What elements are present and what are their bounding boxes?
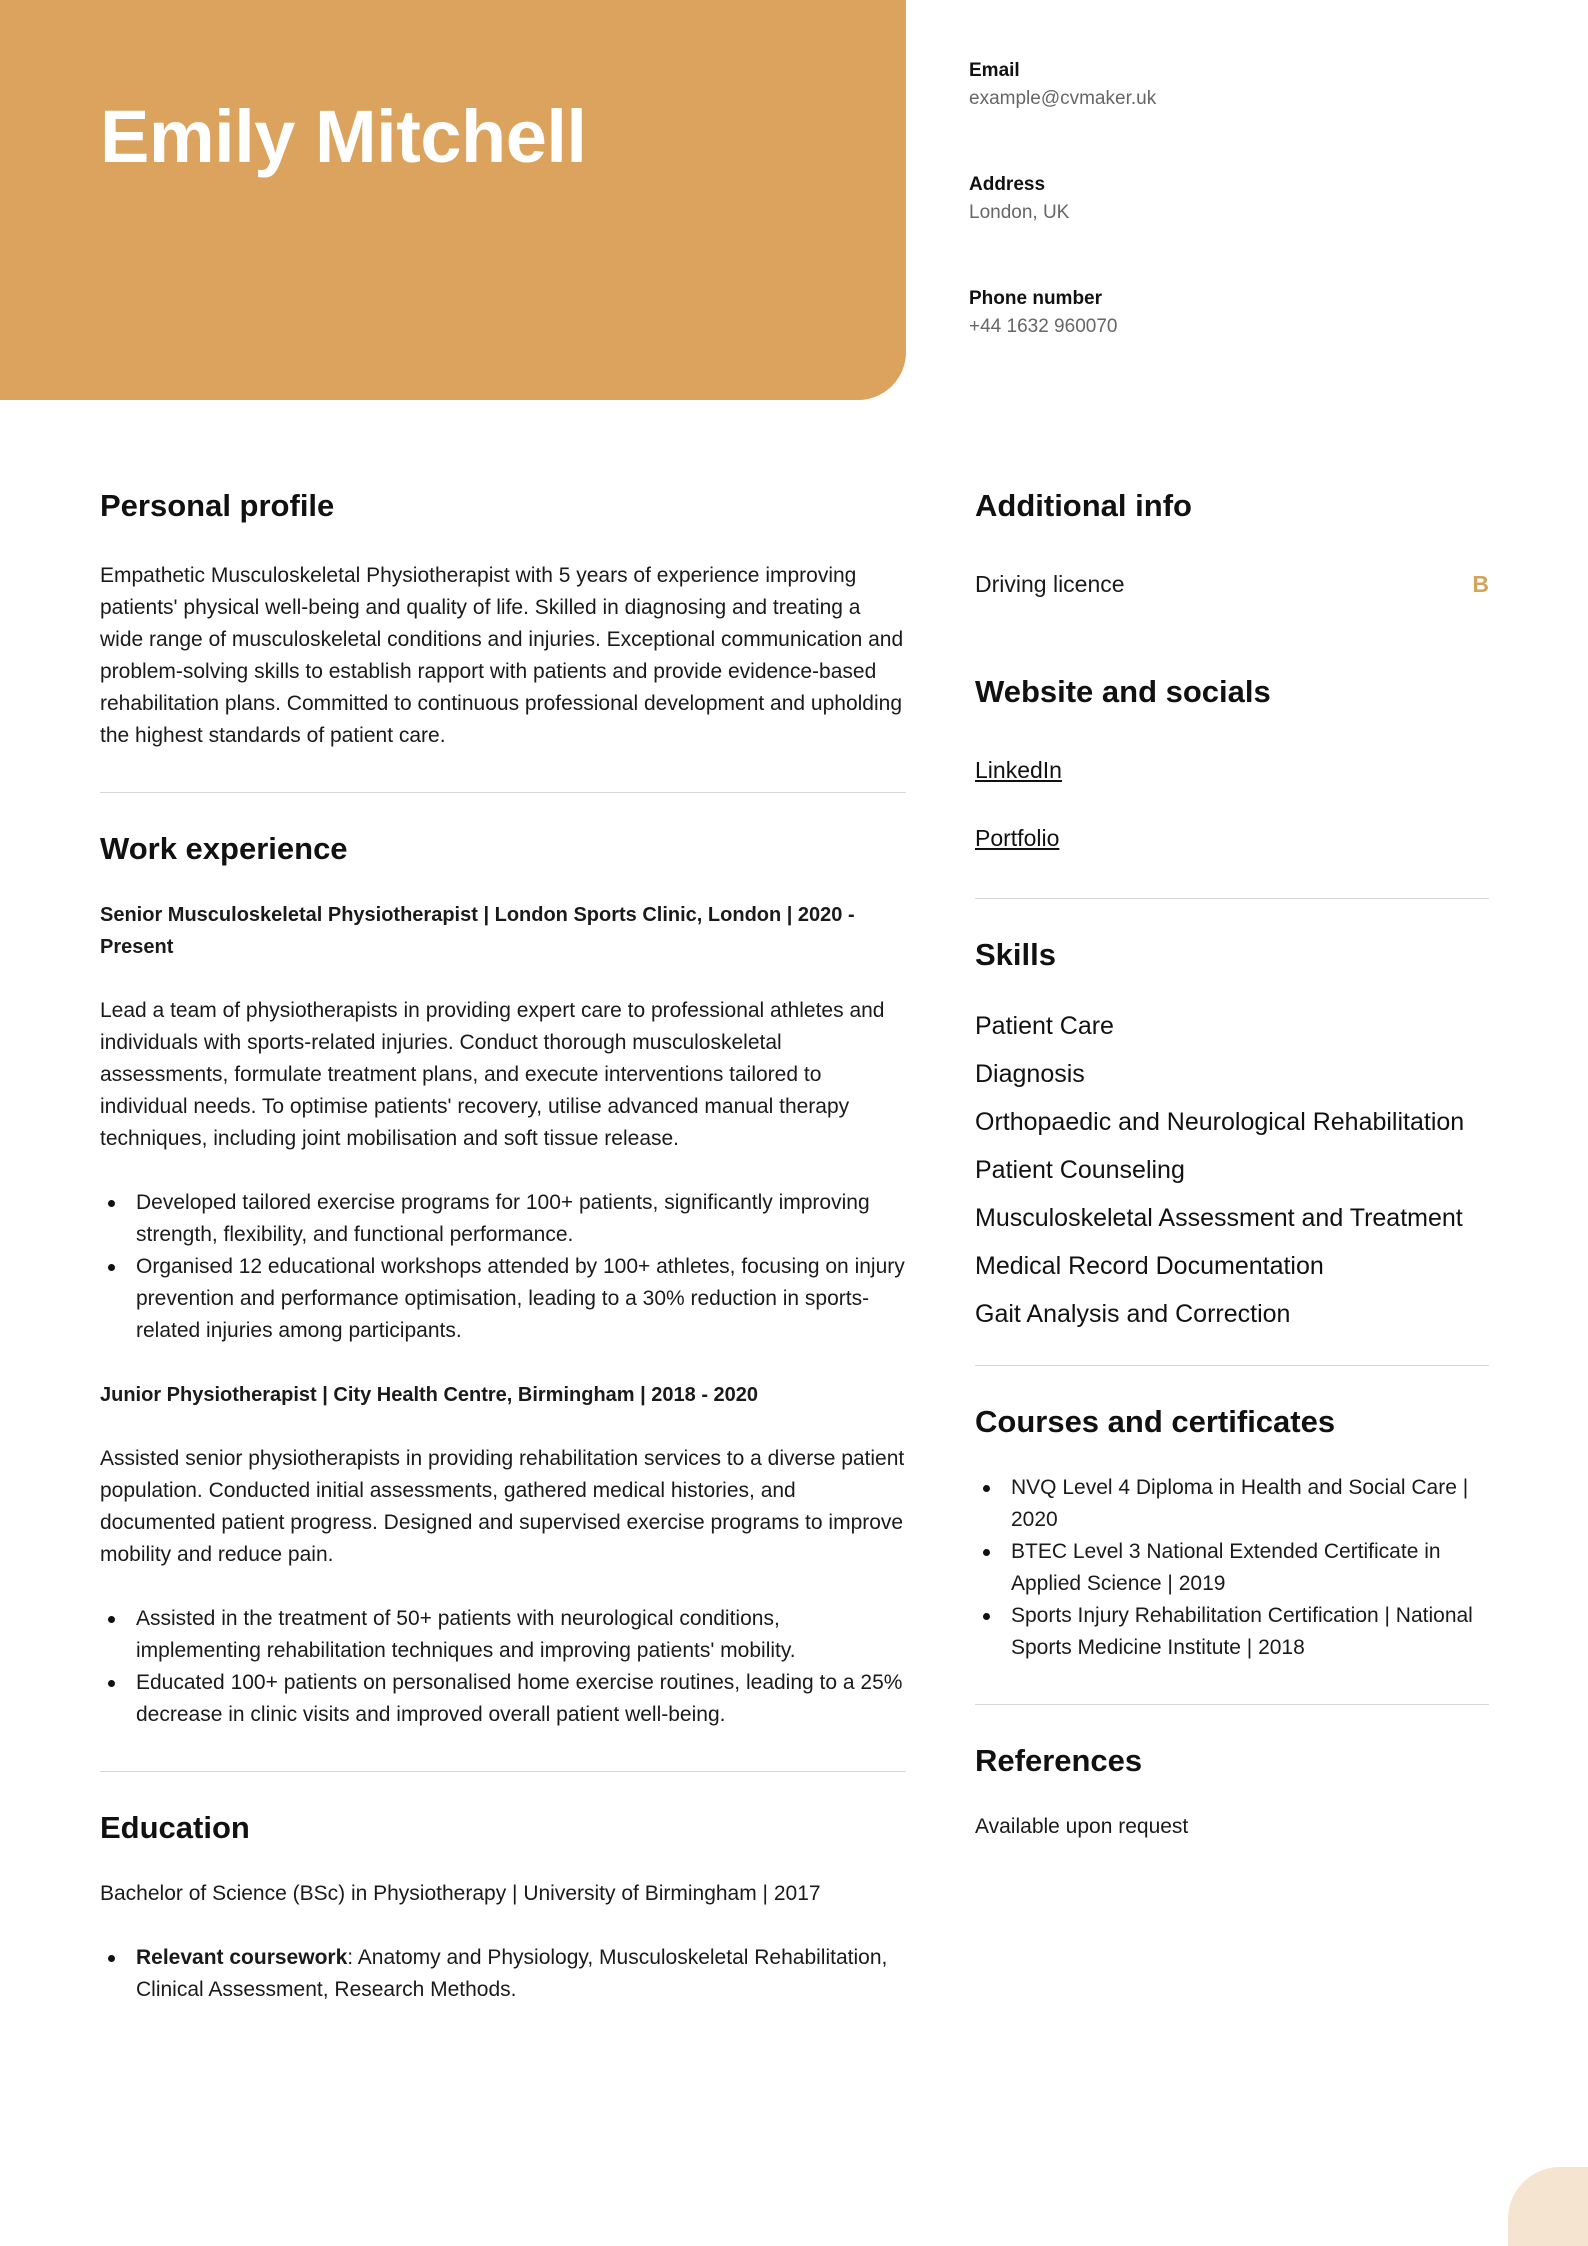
address-value: London, UK bbox=[969, 202, 1070, 223]
skill-item: Musculoskeletal Assessment and Treatment bbox=[975, 1204, 1463, 1232]
skill-item: Patient Care bbox=[975, 1012, 1114, 1040]
list-item: Sports Injury Rehabilitation Certification | National Sports Medicine Institute | 2018 bbox=[975, 1600, 1489, 1664]
divider bbox=[975, 1704, 1489, 1705]
driving-licence-row bbox=[975, 568, 1489, 600]
section-heading: Education bbox=[100, 1810, 250, 1845]
section-heading: Website and socials bbox=[975, 674, 1271, 709]
section-heading: Skills bbox=[975, 937, 1056, 972]
list-item: Educated 100+ patients on personalised home exercise routines, leading to a 25% decrease in clinic visits and improved overall patient well-being. bbox=[100, 1667, 906, 1731]
contact-address bbox=[969, 172, 1529, 286]
candidate-name: Emily Mitchell bbox=[100, 95, 587, 178]
list-item: NVQ Level 4 Diploma in Health and Social Care | 2020 bbox=[975, 1472, 1489, 1536]
contact-label: Phone number bbox=[969, 288, 1103, 309]
divider bbox=[100, 1771, 906, 1772]
job-description: Assisted senior physiotherapists in providing rehabilitation services to a diverse patient population. Conducted initial assessments, gathered medical histories, and documented patient progress. Designed and supervised exercise programs to improve mobility and reduce pain. bbox=[100, 1447, 905, 1566]
references-section bbox=[975, 1741, 1489, 1843]
corner-decoration bbox=[1508, 2167, 1588, 2246]
website-socials-section bbox=[975, 672, 1489, 854]
section-heading: Personal profile bbox=[100, 488, 335, 523]
list-item: Organised 12 educational workshops attended by 100+ athletes, focusing on injury prevention and performance optimisation, leading to a 30% reduction in sports-related injuries among participants. bbox=[100, 1251, 906, 1347]
job-description: Lead a team of physiotherapists in providing expert care to professional athletes and individuals with sports-related injuries. Conduct thorough musculoskeletal assessments, formulate treatment plans, and execute interventions tailored to individual needs. To optimise patients' recovery, utilise advanced manual therapy techniques, including joint mobilisation and soft tissue release. bbox=[100, 999, 885, 1150]
contact-phone bbox=[969, 286, 1529, 400]
job-achievements bbox=[100, 1603, 906, 1731]
main-column bbox=[100, 486, 906, 2006]
section-heading: Courses and certificates bbox=[975, 1404, 1336, 1439]
skill-item: Medical Record Documentation bbox=[975, 1252, 1324, 1280]
info-value: B bbox=[1472, 571, 1489, 597]
job-achievements bbox=[100, 1187, 906, 1347]
info-label: Driving licence bbox=[975, 571, 1125, 597]
work-experience-section bbox=[100, 829, 906, 1731]
coursework-list bbox=[100, 1942, 906, 2006]
profile-text: Empathetic Musculoskeletal Physiotherapist with 5 years of experience improving patients' physical well-being and quality of life. Skilled in diagnosing and treating a wide range of musculoskeletal conditions and injuries. Exceptional communication and problem-solving skills to establish rapport with patients and provide evidence-based rehabilitation plans. Committed to continuous professional development and upholding the highest standards of patient care. bbox=[100, 564, 904, 747]
linkedin-link[interactable]: LinkedIn bbox=[975, 757, 1062, 783]
additional-info-section bbox=[975, 486, 1489, 600]
divider bbox=[975, 1365, 1489, 1366]
contact-label: Email bbox=[969, 60, 1020, 81]
skill-item: Patient Counseling bbox=[975, 1156, 1185, 1184]
job-title: Junior Physiotherapist | City Health Centre, Birmingham | 2018 - 2020 bbox=[100, 1384, 759, 1406]
personal-profile-section bbox=[100, 486, 906, 752]
education-section bbox=[100, 1808, 906, 2006]
phone-value: +44 1632 960070 bbox=[969, 316, 1118, 337]
courses-section bbox=[975, 1402, 1489, 1664]
section-heading: Work experience bbox=[100, 831, 348, 866]
section-heading: Additional info bbox=[975, 488, 1192, 523]
list-item: BTEC Level 3 National Extended Certificate in Applied Science | 2019 bbox=[975, 1536, 1489, 1600]
contact-email bbox=[969, 58, 1529, 172]
list-item: Developed tailored exercise programs for 100+ patients, significantly improving strength, flexibility, and functional performance. bbox=[100, 1187, 906, 1251]
skills-list bbox=[975, 1009, 1489, 1331]
coursework-label: Relevant coursework bbox=[136, 1946, 348, 1969]
list-item: Assisted in the treatment of 50+ patients with neurological conditions, implementing rehabilitation techniques and improving patients' mobility. bbox=[100, 1603, 906, 1667]
job-title: Senior Musculoskeletal Physiotherapist | London Sports Clinic, London | 2020 - Present bbox=[100, 904, 855, 958]
skills-section bbox=[975, 935, 1489, 1331]
divider bbox=[100, 792, 906, 793]
skill-item: Orthopaedic and Neurological Rehabilitation bbox=[975, 1108, 1465, 1136]
skill-item: Diagnosis bbox=[975, 1060, 1085, 1088]
courses-list bbox=[975, 1472, 1489, 1664]
list-item bbox=[100, 1942, 906, 2006]
email-value: example@cvmaker.uk bbox=[969, 88, 1157, 109]
contact-label: Address bbox=[969, 174, 1046, 195]
references-text: Available upon request bbox=[975, 1815, 1189, 1838]
divider bbox=[975, 898, 1489, 899]
sidebar-column bbox=[975, 486, 1489, 1843]
skill-item: Gait Analysis and Correction bbox=[975, 1300, 1291, 1328]
contact-details bbox=[969, 58, 1529, 400]
portfolio-link[interactable]: Portfolio bbox=[975, 825, 1060, 851]
coursework-text: : Anatomy and Physiology, Musculoskeletal Rehabilitation, Clinical Assessment, Research Methods. bbox=[136, 1946, 888, 2001]
degree-line: Bachelor of Science (BSc) in Physiotherapy | University of Birmingham | 2017 bbox=[100, 1882, 821, 1905]
section-heading: References bbox=[975, 1743, 1143, 1778]
header-banner bbox=[0, 0, 906, 400]
